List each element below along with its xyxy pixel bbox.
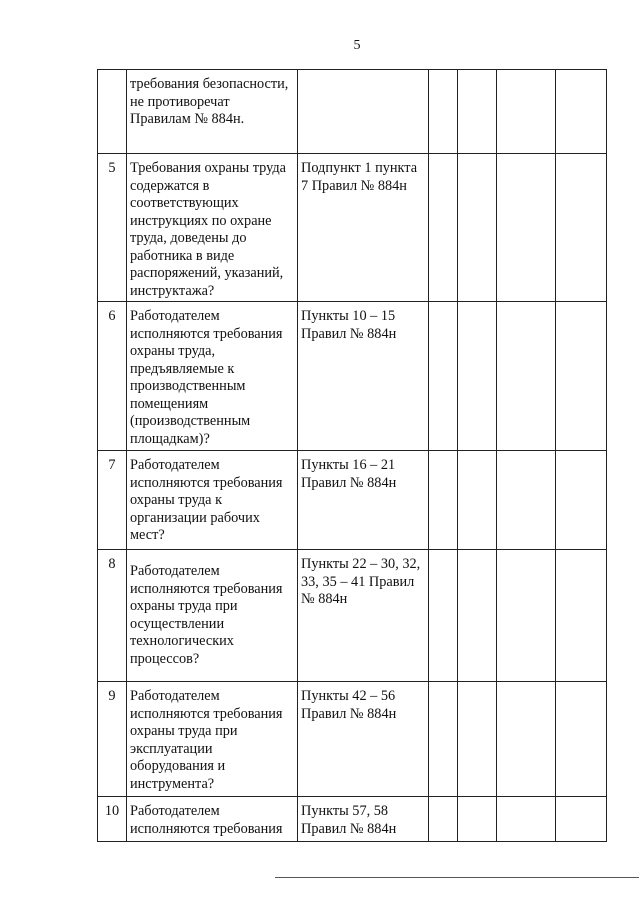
answer-cell-not-applicable[interactable] bbox=[497, 797, 556, 842]
reference-text: Пункты 42 – 56 Правил № 884н bbox=[298, 682, 429, 797]
table-row bbox=[98, 550, 607, 682]
notes-cell[interactable] bbox=[556, 302, 607, 451]
requirement-text: Работодателем исполняются требования охраны труда при эксплуатации оборудования и инструмента? bbox=[127, 682, 298, 797]
notes-cell[interactable] bbox=[556, 550, 607, 682]
table-row bbox=[98, 70, 607, 154]
requirement-text: требования безопасности, не противоречат Правилам № 884н. bbox=[127, 70, 298, 154]
table-row bbox=[98, 682, 607, 797]
notes-cell[interactable] bbox=[556, 682, 607, 797]
reference-text: Подпункт 1 пункта 7 Правил № 884н bbox=[298, 154, 429, 302]
table-row bbox=[98, 302, 607, 451]
table-row bbox=[98, 797, 607, 842]
requirement-text: Работодателем исполняются требования охраны труда к организации рабочих мест? bbox=[127, 451, 298, 550]
requirement-text: Требования охраны труда содержатся в соответствующих инструкциях по охране труда, доведены до работника в виде распоряжений, указаний, инструктажа? bbox=[127, 154, 298, 302]
row-number: 5 bbox=[98, 154, 127, 302]
requirement-text: Работодателем исполняются требования bbox=[127, 797, 298, 842]
answer-cell-not-applicable[interactable] bbox=[497, 70, 556, 154]
answer-cell-no[interactable] bbox=[458, 154, 497, 302]
answer-cell-no[interactable] bbox=[458, 682, 497, 797]
answer-cell-not-applicable[interactable] bbox=[497, 154, 556, 302]
answer-cell-not-applicable[interactable] bbox=[497, 550, 556, 682]
scan-edge-line bbox=[275, 877, 639, 878]
requirement-text: Работодателем исполняются требования охраны труда, предъявляемые к производственным помещениям (производственным площадкам)? bbox=[127, 302, 298, 451]
row-number: 6 bbox=[98, 302, 127, 451]
notes-cell[interactable] bbox=[556, 154, 607, 302]
row-number: 8 bbox=[98, 550, 127, 682]
notes-cell[interactable] bbox=[556, 797, 607, 842]
answer-cell-not-applicable[interactable] bbox=[497, 302, 556, 451]
reference-text bbox=[298, 70, 429, 154]
answer-cell-yes[interactable] bbox=[429, 70, 458, 154]
answer-cell-yes[interactable] bbox=[429, 154, 458, 302]
page-number: 5 bbox=[353, 38, 361, 53]
answer-cell-no[interactable] bbox=[458, 302, 497, 451]
answer-cell-not-applicable[interactable] bbox=[497, 451, 556, 550]
notes-cell[interactable] bbox=[556, 70, 607, 154]
row-number: 9 bbox=[98, 682, 127, 797]
requirement-text: Работодателем исполняются требования охраны труда при осуществлении технологических процессов? bbox=[127, 550, 298, 682]
reference-text: Пункты 16 – 21 Правил № 884н bbox=[298, 451, 429, 550]
reference-text: Пункты 57, 58 Правил № 884н bbox=[298, 797, 429, 842]
answer-cell-yes[interactable] bbox=[429, 550, 458, 682]
row-number: 7 bbox=[98, 451, 127, 550]
answer-cell-not-applicable[interactable] bbox=[497, 682, 556, 797]
answer-cell-no[interactable] bbox=[458, 550, 497, 682]
reference-text: Пункты 10 – 15 Правил № 884н bbox=[298, 302, 429, 451]
row-number bbox=[98, 70, 127, 154]
answer-cell-yes[interactable] bbox=[429, 302, 458, 451]
answer-cell-yes[interactable] bbox=[429, 682, 458, 797]
answer-cell-yes[interactable] bbox=[429, 797, 458, 842]
table-row bbox=[98, 154, 607, 302]
table-row bbox=[98, 451, 607, 550]
answer-cell-no[interactable] bbox=[458, 451, 497, 550]
reference-text: Пункты 22 – 30, 32, 33, 35 – 41 Правил № 884н bbox=[298, 550, 429, 682]
notes-cell[interactable] bbox=[556, 451, 607, 550]
checklist-table bbox=[97, 69, 607, 842]
answer-cell-yes[interactable] bbox=[429, 451, 458, 550]
answer-cell-no[interactable] bbox=[458, 797, 497, 842]
answer-cell-no[interactable] bbox=[458, 70, 497, 154]
row-number: 10 bbox=[98, 797, 127, 842]
